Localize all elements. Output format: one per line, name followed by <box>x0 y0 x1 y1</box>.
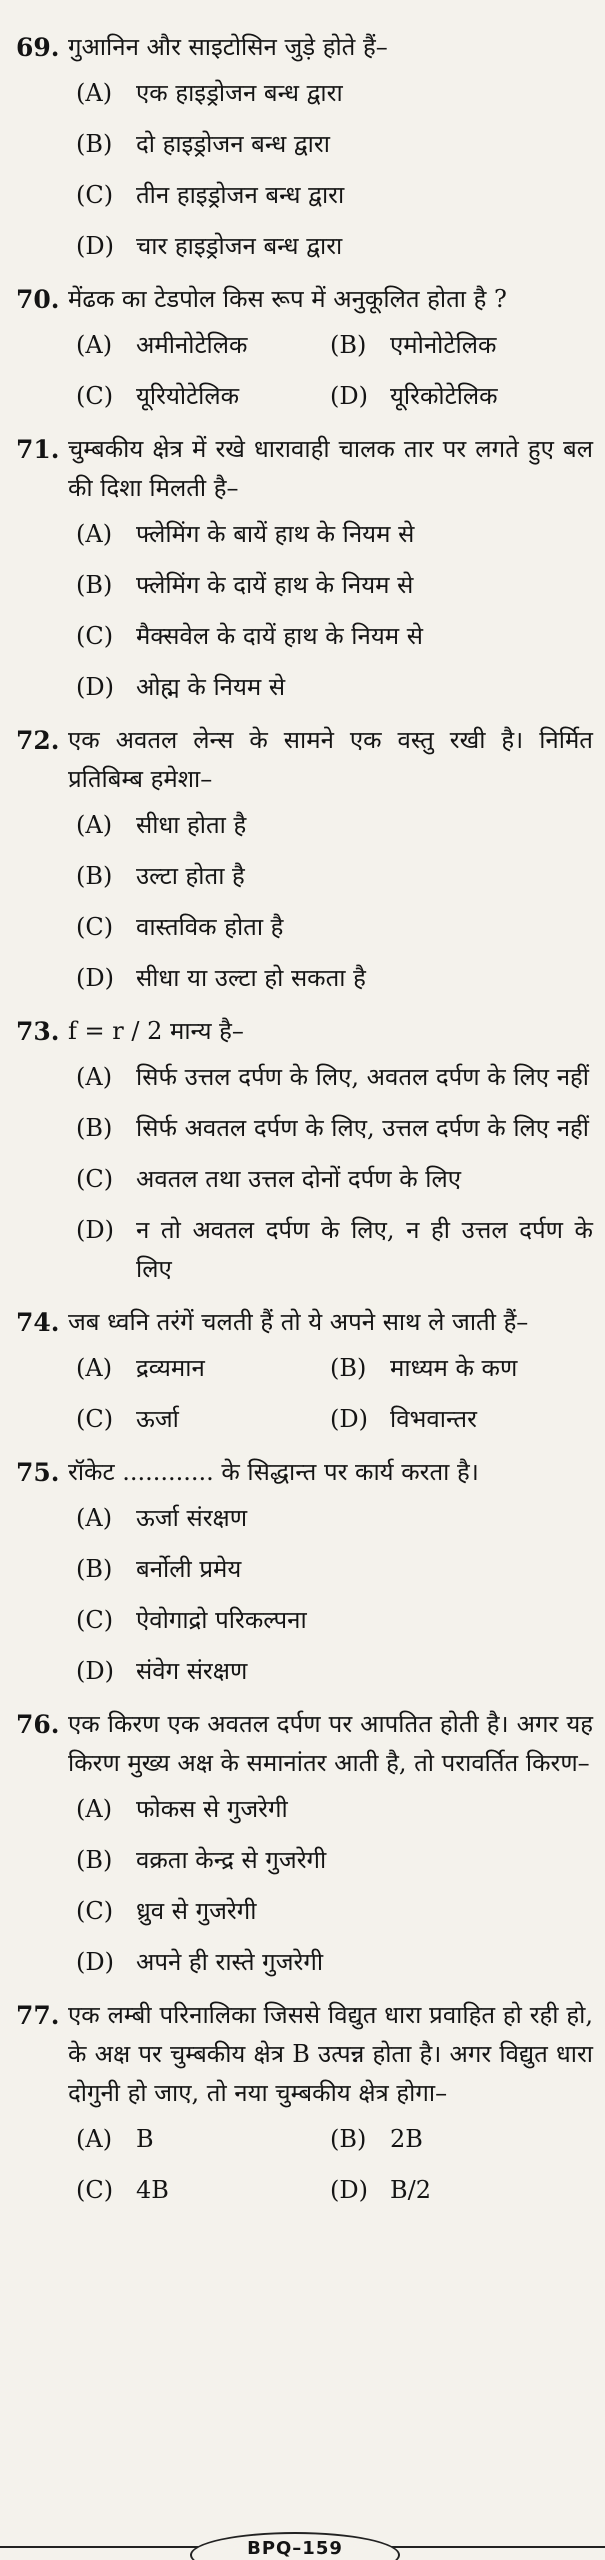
question-block <box>16 1012 593 1289</box>
option-item <box>76 2120 326 2159</box>
option-item <box>76 125 593 164</box>
option-text: 2B <box>390 2125 423 2153</box>
option-item <box>330 1400 585 1439</box>
option-item <box>76 1790 593 1829</box>
question-text: एक किरण एक अवतल दर्पण पर आपतित होती है। अगर यह किरण मुख्य अक्ष के समानांतर आती है, तो परावर्तित किरण– <box>68 1710 593 1777</box>
option-label: (D) <box>76 232 114 260</box>
option-item <box>76 1943 593 1982</box>
option-label: (C) <box>76 181 114 209</box>
option-label: (B) <box>330 1354 367 1382</box>
option-text: अवतल तथा उत्तल दोनों दर्पण के लिए <box>136 1165 462 1193</box>
question-text: एक अवतल लेन्स के सामने एक वस्तु रखी है। निर्मित प्रतिबिम्ब हमेशा– <box>68 726 593 793</box>
question-text: रॉकेट ............ के सिद्धान्त पर कार्य करता है। <box>68 1458 479 1486</box>
options-list <box>76 74 593 266</box>
question-number: 72. <box>16 726 60 755</box>
option-item <box>76 1109 593 1148</box>
option-item <box>76 1841 593 1880</box>
option-item <box>76 1160 593 1199</box>
option-item <box>76 2171 326 2210</box>
option-text: यूरियोटेलिक <box>136 382 240 410</box>
option-text: ध्रुव से गुजरेगी <box>136 1897 257 1925</box>
option-label: (C) <box>76 913 114 941</box>
option-item <box>76 74 593 113</box>
option-label: (A) <box>76 520 113 548</box>
question-number: 75. <box>16 1458 60 1487</box>
options-list <box>76 806 593 998</box>
option-text: दो हाइड्रोजन बन्ध द्वारा <box>136 130 330 158</box>
option-text: अपने ही रास्ते गुजरेगी <box>136 1948 324 1976</box>
option-text: विभवान्तर <box>390 1405 477 1433</box>
option-item <box>76 1499 593 1538</box>
question-header <box>16 1453 593 1492</box>
question-list <box>16 28 593 2210</box>
question-number: 70. <box>16 285 60 314</box>
options-list <box>76 1499 593 1691</box>
question-text: जब ध्वनि तरंगें चलती हैं तो ये अपने साथ ले जाती हैं– <box>68 1308 529 1336</box>
option-item <box>76 326 326 365</box>
option-label: (C) <box>76 1606 114 1634</box>
option-label: (C) <box>76 622 114 650</box>
option-item <box>76 377 326 416</box>
options-list <box>76 515 593 707</box>
option-text: फ्लेमिंग के बायें हाथ के नियम से <box>136 520 415 548</box>
option-text: बर्नोली प्रमेय <box>136 1555 242 1583</box>
question-text: मेंढक का टेडपोल किस रूप में अनुकूलित होता है ? <box>68 285 507 313</box>
option-label: (C) <box>76 1165 114 1193</box>
option-label: (B) <box>76 571 113 599</box>
option-label: (A) <box>76 1504 113 1532</box>
option-label: (B) <box>330 331 367 359</box>
option-label: (D) <box>330 2176 368 2204</box>
option-item <box>76 566 593 605</box>
option-label: (A) <box>76 811 113 839</box>
option-item <box>76 1601 593 1640</box>
option-text: तीन हाइड्रोजन बन्ध द्वारा <box>136 181 345 209</box>
option-item <box>330 326 585 365</box>
page-footer <box>0 2528 605 2560</box>
option-item <box>76 1211 593 1289</box>
question-block <box>16 1705 593 1982</box>
option-label: (D) <box>76 964 114 992</box>
option-label: (A) <box>76 1063 113 1091</box>
option-text: 4B <box>136 2176 169 2204</box>
option-label: (B) <box>330 2125 367 2153</box>
option-text: ऐवोगाद्रो परिकल्पना <box>136 1606 307 1634</box>
option-label: (D) <box>76 673 114 701</box>
options-list <box>76 1790 593 1982</box>
question-header <box>16 721 593 799</box>
option-item <box>76 806 593 845</box>
option-item <box>76 1550 593 1589</box>
option-text: अमीनोटेलिक <box>136 331 248 359</box>
option-label: (A) <box>76 79 113 107</box>
question-block <box>16 1453 593 1691</box>
option-label: (A) <box>76 1354 113 1382</box>
option-item <box>76 227 593 266</box>
question-text: एक लम्बी परिनालिका जिससे विद्युत धारा प्रवाहित हो रही हो, के अक्ष पर चुम्बकीय क्षेत्र B उत्पन्न होता है। अगर विद्युत धारा दोगुनी हो जाए, तो नया चुम्बकीय क्षेत्र होगा– <box>68 2001 593 2107</box>
option-item <box>76 1349 326 1388</box>
footer-page-label: BPQ–159 <box>247 2538 343 2559</box>
option-label: (C) <box>76 1405 114 1433</box>
option-item <box>76 1652 593 1691</box>
option-label: (D) <box>76 1948 114 1976</box>
option-label: (B) <box>76 130 113 158</box>
option-item <box>76 1400 326 1439</box>
option-text: ओह्म के नियम से <box>136 673 286 701</box>
question-block <box>16 430 593 707</box>
options-list <box>76 1349 593 1439</box>
question-number: 76. <box>16 1710 60 1739</box>
question-number: 74. <box>16 1308 60 1337</box>
option-item <box>76 1058 593 1097</box>
option-text: वक्रता केन्द्र से गुजरेगी <box>136 1846 327 1874</box>
option-text: संवेग संरक्षण <box>136 1657 248 1685</box>
question-number: 77. <box>16 2001 60 2030</box>
option-item <box>76 908 593 947</box>
question-text: गुआनिन और साइटोसिन जुड़े होते हैं– <box>68 33 388 61</box>
option-label: (D) <box>330 1405 368 1433</box>
question-text: f = r / 2 मान्य है– <box>68 1017 244 1045</box>
option-item <box>330 377 585 416</box>
option-text: B/2 <box>390 2176 431 2204</box>
option-text: B <box>136 2125 154 2153</box>
option-label: (B) <box>76 862 113 890</box>
option-label: (C) <box>76 1897 114 1925</box>
option-label: (B) <box>76 1555 113 1583</box>
option-item <box>76 515 593 554</box>
question-header <box>16 280 593 319</box>
option-text: मैक्सवेल के दायें हाथ के नियम से <box>136 622 423 650</box>
option-label: (B) <box>76 1846 113 1874</box>
option-item <box>76 857 593 896</box>
option-item <box>76 617 593 656</box>
option-text: द्रव्यमान <box>136 1354 205 1382</box>
option-text: न तो अवतल दर्पण के लिए, न ही उत्तल दर्पण के लिए <box>136 1216 593 1283</box>
option-label: (A) <box>76 331 113 359</box>
option-item <box>330 1349 585 1388</box>
option-item <box>330 2171 585 2210</box>
option-text: सीधा या उल्टा हो सकता है <box>136 964 366 992</box>
option-text: सिर्फ अवतल दर्पण के लिए, उत्तल दर्पण के लिए नहीं <box>136 1114 589 1142</box>
option-label: (C) <box>76 382 114 410</box>
question-header <box>16 1996 593 2113</box>
option-item <box>76 959 593 998</box>
question-header <box>16 1303 593 1342</box>
question-block <box>16 1996 593 2210</box>
option-text: फोकस से गुजरेगी <box>136 1795 288 1823</box>
option-text: फ्लेमिंग के दायें हाथ के नियम से <box>136 571 414 599</box>
option-text: यूरिकोटेलिक <box>390 382 498 410</box>
option-text: सीधा होता है <box>136 811 247 839</box>
options-list <box>76 1058 593 1289</box>
option-label: (B) <box>76 1114 113 1142</box>
option-label: (A) <box>76 2125 113 2153</box>
question-text: चुम्बकीय क्षेत्र में रखे धारावाही चालक तार पर लगते हुए बल की दिशा मिलती है– <box>68 435 593 502</box>
option-label: (D) <box>76 1657 114 1685</box>
option-text: एक हाइड्रोजन बन्ध द्वारा <box>136 79 343 107</box>
option-item <box>76 176 593 215</box>
option-text: वास्तविक होता है <box>136 913 284 941</box>
options-list <box>76 2120 593 2210</box>
option-label: (C) <box>76 2176 114 2204</box>
question-header <box>16 430 593 508</box>
option-item <box>76 1892 593 1931</box>
question-number: 71. <box>16 435 60 464</box>
question-header <box>16 1705 593 1783</box>
question-block <box>16 721 593 998</box>
option-label: (D) <box>76 1216 114 1244</box>
option-text: उल्टा होता है <box>136 862 245 890</box>
question-block <box>16 280 593 416</box>
option-item <box>76 668 593 707</box>
option-text: माध्यम के कण <box>390 1354 518 1382</box>
question-block <box>16 28 593 266</box>
question-number: 69. <box>16 33 60 62</box>
option-label: (A) <box>76 1795 113 1823</box>
options-list <box>76 326 593 416</box>
option-label: (D) <box>330 382 368 410</box>
question-header <box>16 1012 593 1051</box>
option-text: एमोनोटेलिक <box>390 331 497 359</box>
option-text: ऊर्जा <box>136 1405 179 1433</box>
question-header <box>16 28 593 67</box>
option-item <box>330 2120 585 2159</box>
option-text: सिर्फ उत्तल दर्पण के लिए, अवतल दर्पण के लिए नहीं <box>136 1063 589 1091</box>
question-block <box>16 1303 593 1439</box>
option-text: ऊर्जा संरक्षण <box>136 1504 248 1532</box>
question-number: 73. <box>16 1017 60 1046</box>
option-text: चार हाइड्रोजन बन्ध द्वारा <box>136 232 343 260</box>
